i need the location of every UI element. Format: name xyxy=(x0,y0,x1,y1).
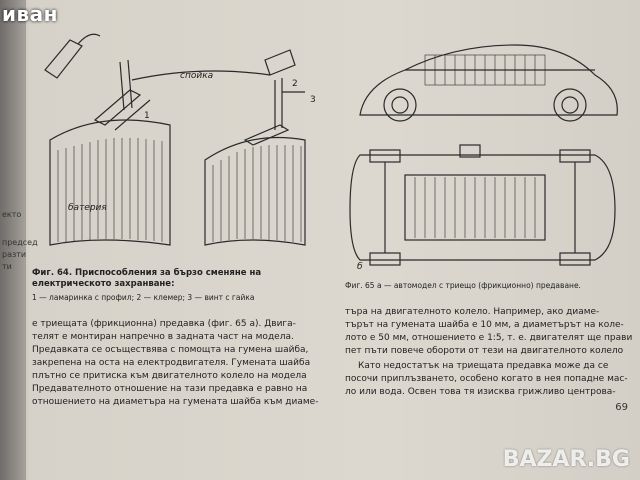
figure-65-caption: Фиг. 65 а — автомодел с триещо (фрикционно) предаване. xyxy=(345,281,581,290)
text-line: плътно се притиска към двигателното колело на модела xyxy=(32,371,307,381)
left-margin-fragment: ти xyxy=(2,262,12,271)
text-line: отношението на диаметъра на гумената шайба към диаме- xyxy=(32,397,319,407)
page-number: 69 xyxy=(615,402,628,413)
label-num-3: 3 xyxy=(310,95,316,105)
text-line: ло или вода. Освен това тя изисква грижливо центрова- xyxy=(345,387,616,397)
brand-watermark: BAZAR.BG xyxy=(502,447,630,472)
text-line: търът на гумената шайба е 10 мм, а диаметърът на коле- xyxy=(345,320,624,330)
label-fig-b: б xyxy=(357,262,363,272)
label-spoyka: спойка xyxy=(180,71,214,81)
text-line: пет пъти повече обороти от тези на двигателното колело xyxy=(345,346,624,356)
text-line: Като недостатък на триещата предавка може да се xyxy=(358,361,609,371)
label-num-1: 1 xyxy=(144,111,150,121)
figure-64-caption-title: Фиг. 64. Приспособления за бързо сменяне на електрическото захранване: xyxy=(32,268,262,289)
text-line: Предавателното отношение на тази предавка е равно на xyxy=(32,384,308,394)
site-watermark: иван xyxy=(2,2,58,26)
text-line: закрепена на оста на електродвигателя. Гумената шайба xyxy=(32,358,311,368)
text-line: посочи приплъзването, особено когато в нея попадне мас- xyxy=(345,374,628,384)
text-line: Предавката се осъществява с помощта на гумена шайба, xyxy=(32,345,309,355)
label-bateria: батерия xyxy=(68,203,107,213)
figure-64-caption-legend: 1 — ламаринка с профил; 2 — клемер; 3 — винт с гайка xyxy=(32,293,255,302)
left-margin-fragment: екто xyxy=(2,210,22,219)
text-line: лото е 50 мм, отношението е 1:5, т. е. двигателят ще прави xyxy=(345,333,633,343)
label-num-2: 2 xyxy=(292,79,298,89)
text-line: е триещата (фрикционна) предавка (фиг. 65 а). Двига- xyxy=(32,319,296,329)
left-margin-fragment: разти xyxy=(2,250,27,259)
figure-64-illustration xyxy=(20,30,320,260)
figure-65-illustration xyxy=(345,25,630,275)
left-margin-fragment: председ xyxy=(2,238,38,247)
text-line: търа на двигателното колело. Например, ако диаме- xyxy=(345,307,600,317)
text-line: телят е монтиран напречно в задната част на модела. xyxy=(32,332,294,342)
